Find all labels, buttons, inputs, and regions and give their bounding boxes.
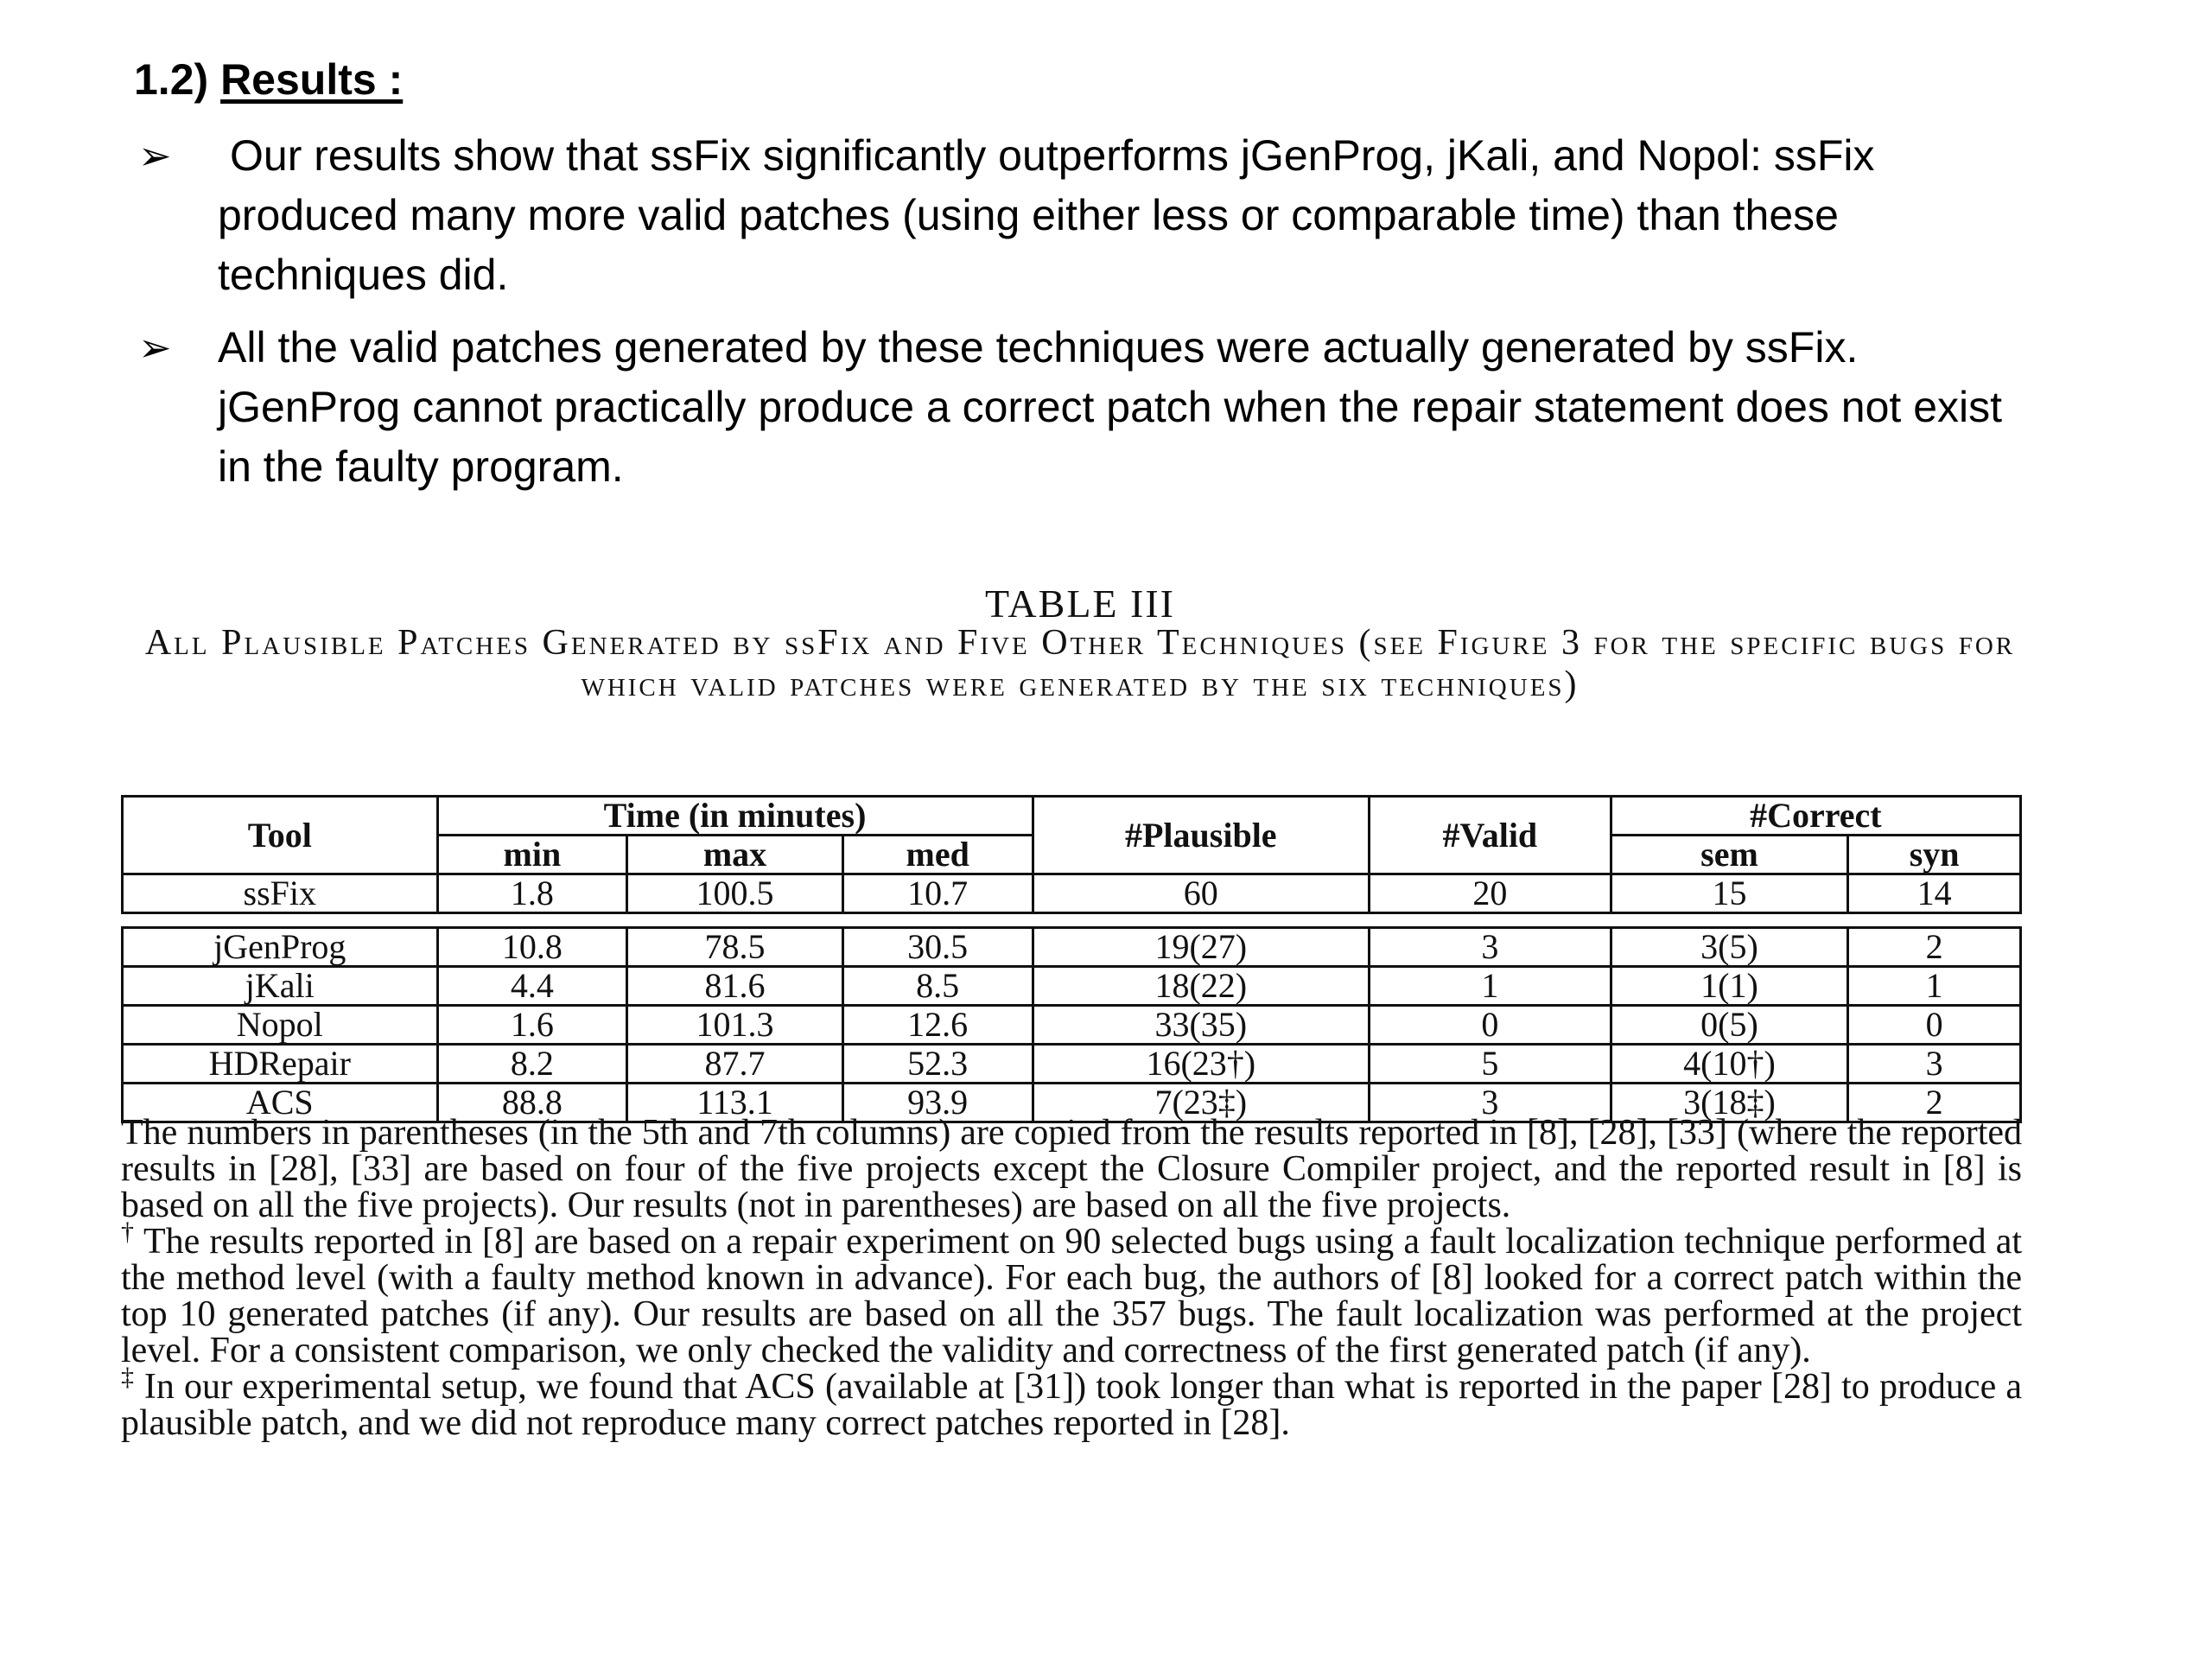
cell-max: 81.6 [627,967,843,1006]
cell-syn: 14 [1848,874,2021,913]
double-dagger-mark: ‡ [121,1363,135,1391]
header-med: med [842,836,1033,874]
cell-min: 4.4 [437,967,627,1006]
note-main: The numbers in parentheses (in the 5th and 7th columns) are copied from the results reported in [8], [28], [33] (where the reported results in [28], [33] are based on four of the five projects except the Closure Compiler project, and the reported result in [8] is based on all the five projects). Our results (not in parentheses) are based on all the five projects. [121,1113,2022,1225]
header-plausible: #Plausible [1033,797,1370,874]
results-table [121,795,2022,1123]
header-syn: syn [1848,836,2021,874]
section-number: 1.2) [134,55,209,104]
header-sem: sem [1611,836,1848,874]
cell-tool: jKali [123,967,438,1006]
cell-max: 113.1 [627,1084,843,1122]
cell-sem: 3(18‡) [1611,1084,1848,1122]
cell-valid: 3 [1370,1084,1611,1122]
cell-med: 8.5 [842,967,1033,1006]
cell-med: 12.6 [842,1006,1033,1045]
cell-syn: 2 [1848,928,2021,967]
table-row-gap [123,913,2021,928]
cell-sem: 1(1) [1611,967,1848,1006]
cell-valid: 3 [1370,928,1611,967]
table-title: All Plausible Patches Generated by ssFix and Five Other Techniques (see Figure 3 for the specific bugs for which valid patches were generated by the six techniques) [144,623,2016,704]
cell-med: 10.7 [842,874,1033,913]
cell-syn: 2 [1848,1084,2021,1122]
header-time: Time (in minutes) [437,797,1033,836]
cell-med: 93.9 [842,1084,1033,1122]
header-tool: Tool [123,797,438,874]
section-heading [134,54,403,105]
cell-syn: 3 [1848,1045,2021,1084]
cell-med: 52.3 [842,1045,1033,1084]
cell-max: 87.7 [627,1045,843,1084]
cell-max: 101.3 [627,1006,843,1045]
cell-plausible: 16(23†) [1033,1045,1370,1084]
cell-sem: 0(5) [1611,1006,1848,1045]
bullet-text: All the valid patches generated by these techniques were actually generated by ssFix. jGenProg cannot practically produce a correct patch when the repair statement does not exist in the faulty program. [218,323,2003,491]
cell-tool: ssFix [123,874,438,913]
table-notes [121,1115,2022,1441]
note-dagger [121,1217,2023,1370]
cell-syn: 0 [1848,1006,2021,1045]
note-double-dagger [121,1363,2023,1443]
cell-min: 10.8 [437,928,627,967]
cell-sem: 4(10†) [1611,1045,1848,1084]
cell-tool: ACS [123,1084,438,1122]
cell-tool: jGenProg [123,928,438,967]
table-row [123,928,2021,967]
note-double-dagger-text: In our experimental setup, we found that ACS (available at [31]) took longer than what is reported in the paper [28] to produce a plausible patch, and we did not reproduce many correct patches reported in [28]. [121,1367,2023,1443]
table-row [123,967,2021,1006]
cell-sem: 3(5) [1611,928,1848,967]
header-min: min [437,836,627,874]
cell-min: 1.6 [437,1006,627,1045]
table-header-row [123,797,2021,836]
section-title: Results : [220,55,404,104]
note-dagger-text: The results reported in [8] are based on a repair experiment on 90 selected bugs using a fault localization technique performed at the method level (with a faulty method known in advance). For each bug, the authors of [8] looked for a correct patch within the top 10 generated patches (if any). Our results are based on all the 357 bugs. The fault localization was performed at the project level. For a consistent comparison, we only checked the validity and correctness of the first generated patch (if any). [121,1222,2023,1370]
table-label: TABLE III [985,582,1175,626]
cell-tool: HDRepair [123,1045,438,1084]
cell-sem: 15 [1611,874,1848,913]
cell-max: 78.5 [627,928,843,967]
arrow-bullet-icon: ➢ [138,132,172,179]
cell-plausible: 60 [1033,874,1370,913]
header-max: max [627,836,843,874]
cell-min: 1.8 [437,874,627,913]
cell-med: 30.5 [842,928,1033,967]
cell-tool: Nopol [123,1006,438,1045]
cell-plausible: 18(22) [1033,967,1370,1006]
cell-valid: 0 [1370,1006,1611,1045]
cell-valid: 5 [1370,1045,1611,1084]
cell-plausible: 7(23‡) [1033,1084,1370,1122]
bullet-text: Our results show that ssFix significantly outperforms jGenProg, jKali, and Nopol: ssFix produced many more valid patches (using either less or comparable time) than these techniques did. [218,131,1875,299]
cell-plausible: 33(35) [1033,1006,1370,1045]
cell-valid: 1 [1370,967,1611,1006]
cell-max: 100.5 [627,874,843,913]
cell-syn: 1 [1848,967,2021,1006]
cell-min: 8.2 [437,1045,627,1084]
table-row [123,874,2021,913]
table-row [123,1045,2021,1084]
header-correct: #Correct [1611,797,2020,836]
cell-plausible: 19(27) [1033,928,1370,967]
table-row [123,1006,2021,1045]
gap-cell [123,913,2021,928]
cell-min: 88.8 [437,1084,627,1122]
arrow-bullet-icon: ➢ [138,324,172,371]
header-valid: #Valid [1370,797,1611,874]
dagger-mark: † [121,1217,135,1246]
cell-valid: 20 [1370,874,1611,913]
